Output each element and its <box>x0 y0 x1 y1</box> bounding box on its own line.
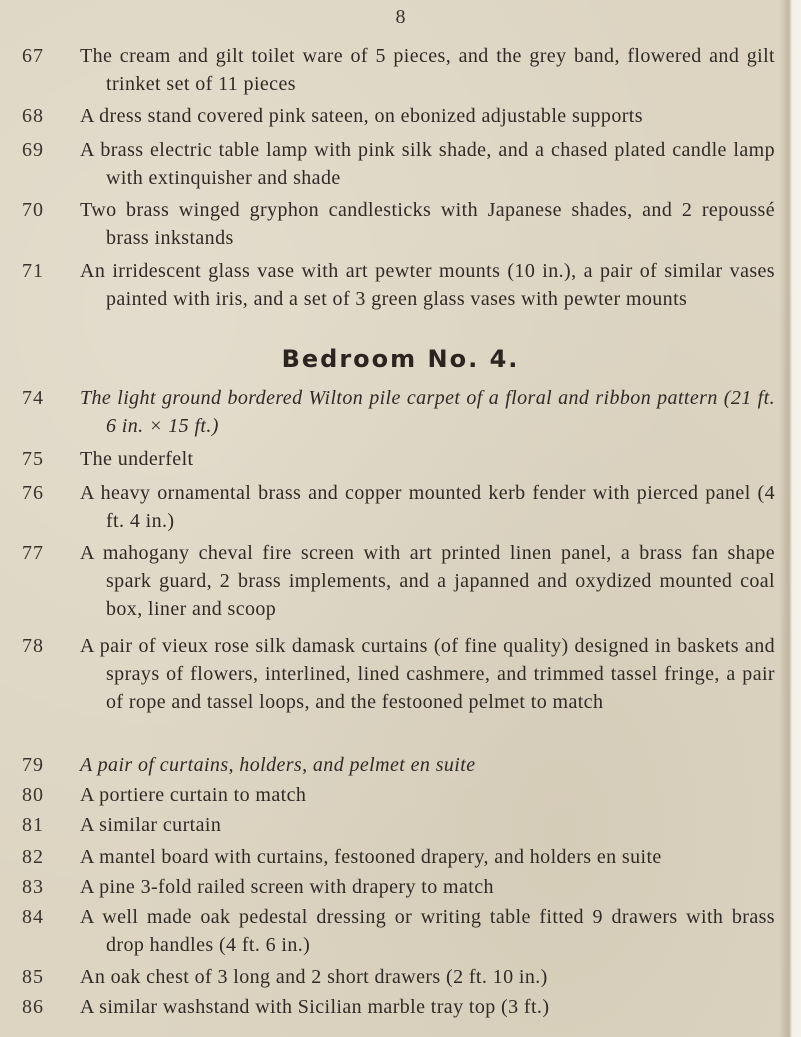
lot-description: A mantel board with curtains, festooned drapery, and holders en suite <box>80 846 662 868</box>
section-heading: Bedroom No. 4. <box>281 345 520 373</box>
lot-number: 77 <box>22 542 44 564</box>
lot-description: A portiere curtain to match <box>80 784 307 806</box>
lot-description: A similar washstand with Sicilian marble tray top (3 ft.) <box>80 996 550 1018</box>
lot-description: A similar curtain <box>80 814 222 836</box>
lot-number: 78 <box>22 635 44 657</box>
lot-number: 85 <box>22 966 44 988</box>
lot-description: The cream and gilt toilet ware of 5 pieces, and the grey band, flowered and gilt trinket set of 11 pieces <box>80 45 775 95</box>
lot-description: A mahogany cheval fire screen with art printed linen panel, a brass fan shape spark guard, 2 brass implements, and a japanned and oxydized mounted coal box, liner and scoop <box>80 542 775 620</box>
lot-number: 69 <box>22 139 44 161</box>
lot-description: A pine 3-fold railed screen with drapery to match <box>80 876 494 898</box>
lot-description: An irridescent glass vase with art pewter mounts (10 in.), a pair of similar vases painted with iris, and a set of 3 green glass vases with pewter mounts <box>80 260 775 310</box>
lot-number: 84 <box>22 906 44 928</box>
lot-number: 81 <box>22 814 44 836</box>
lot-number: 71 <box>22 260 44 282</box>
lot-number: 76 <box>22 482 44 504</box>
lot-description: An oak chest of 3 long and 2 short drawers (2 ft. 10 in.) <box>80 966 548 988</box>
lot-description: A dress stand covered pink sateen, on ebonized adjustable supports <box>80 105 643 127</box>
lot-description: A pair of curtains, holders, and pelmet en suite <box>80 754 476 776</box>
lot-number: 68 <box>22 105 44 127</box>
lot-description: A heavy ornamental brass and copper mounted kerb fender with pierced panel (4 ft. 4 in.) <box>80 482 775 532</box>
lot-description: A pair of vieux rose silk damask curtains (of fine quality) designed in baskets and sprays of flowers, interlined, lined cashmere, and trimmed tassel fringe, a pair of rope and tassel loops, and the festooned pelmet to match <box>80 635 775 713</box>
lot-description: The underfelt <box>80 448 194 470</box>
lot-description: A brass electric table lamp with pink silk shade, and a chased plated candle lamp with extinquisher and shade <box>80 139 775 189</box>
lot-description: Two brass winged gryphon candlesticks with Japanese shades, and 2 repoussé brass inkstands <box>80 199 775 249</box>
lot-description: The light ground bordered Wilton pile carpet of a floral and ribbon pattern (21 ft. 6 in. × 15 ft.) <box>80 387 775 437</box>
lot-number: 82 <box>22 846 44 868</box>
lot-number: 83 <box>22 876 44 898</box>
lot-number: 79 <box>22 754 44 776</box>
lot-number: 80 <box>22 784 44 806</box>
lot-number: 70 <box>22 199 44 221</box>
lot-number: 74 <box>22 387 44 409</box>
lot-number: 86 <box>22 996 44 1018</box>
page-number: 8 <box>395 6 406 28</box>
lot-number: 75 <box>22 448 44 470</box>
page-edge <box>779 0 801 1037</box>
lot-description: A well made oak pedestal dressing or writing table fitted 9 drawers with brass drop handles (4 ft. 6 in.) <box>80 906 775 956</box>
lot-number: 67 <box>22 45 44 67</box>
